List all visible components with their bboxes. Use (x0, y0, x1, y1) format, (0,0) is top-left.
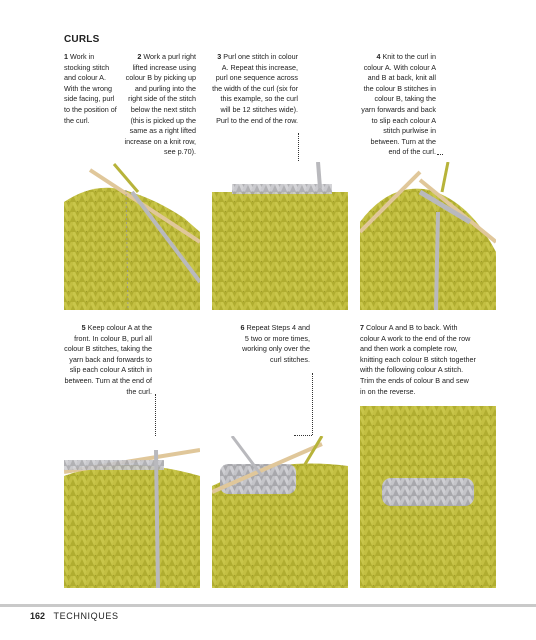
step-6-leader (312, 373, 313, 435)
step-6-text (236, 323, 310, 365)
step-3-body: Purl one stitch in colour A. Repeat this increase, purl one sequence across the width of the curl (six for this example, so the curl will be 12 stitches wide). Purl to the end of the row. (212, 52, 298, 125)
step-4-leader (437, 154, 443, 155)
step-7-number: 7 (360, 323, 364, 332)
step-4-text (360, 52, 436, 158)
step-3-text (212, 52, 298, 126)
step-2-text (122, 52, 196, 158)
section-name: TECHNIQUES (53, 611, 119, 621)
photo-step-7 (360, 406, 496, 588)
step-5-text (64, 323, 152, 397)
page-number: 162 (30, 611, 46, 621)
page-footer (30, 611, 119, 621)
photo-step-5 (64, 436, 200, 588)
step-6-number: 6 (240, 323, 245, 332)
step-7-text (360, 323, 476, 397)
step-7-body: Colour A and B to back. With colour A work to the end of the row and then work a complete row, knitting each colour B stitch together with the following colour A stitch. Trim the ends of colour B and sew in on the reverse. (360, 323, 476, 396)
step-5-number: 5 (81, 323, 86, 332)
step-4-number: 4 (376, 52, 381, 61)
step-6-body: Repeat Steps 4 and 5 two or more times, working only over the curl stitches. (242, 323, 310, 364)
photo-step-6 (212, 436, 348, 588)
photo-step-4 (360, 162, 496, 310)
photo-step-3 (212, 162, 348, 310)
step-1-body: Work in stocking stitch and colour A. With the wrong side facing, purl to the position of the curl. (64, 52, 117, 125)
step-2-number: 2 (137, 52, 142, 61)
step-4-body: Knit to the curl in colour A. With colour A and B at back, knit all the colour B stitches in colour B, taking the yarn forwards and back to slip each colour A stitch purlwise in between. Turn at the end of the curl. (361, 52, 436, 157)
footer-rule (0, 604, 536, 607)
photo-step-1-2 (64, 162, 200, 310)
page-heading: CURLS (64, 34, 100, 45)
step-5-body: Keep colour A at the front. In colour B, purl all colour B stitches, taking the yarn back and forwards to slip each colour A stitch in between. Turn at the end of the curl. (64, 323, 152, 396)
step-1-number: 1 (64, 52, 68, 61)
step-2-body: Work a purl right lifted increase using colour B by picking up and purling into the right side of the stitch below the next stitch (this is picked up the same as a right lifted increase on a knit row, see p.70). (124, 52, 196, 157)
step-3-number: 3 (217, 52, 222, 61)
step-1-text (64, 52, 122, 126)
